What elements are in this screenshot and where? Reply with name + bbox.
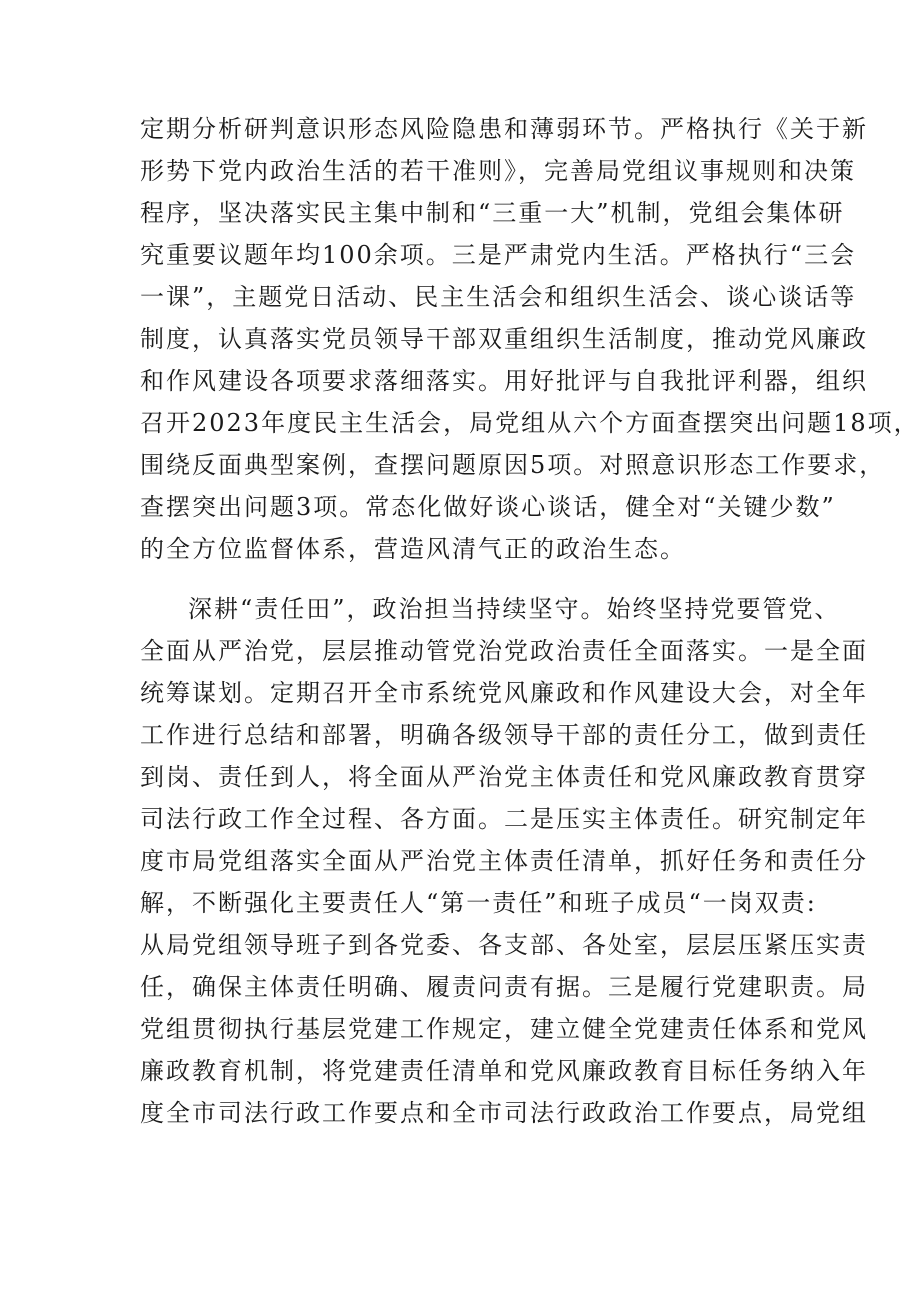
text-line: 究重要议题年均100余项。三是严肃党内生活。严格执行“三会 — [140, 241, 857, 269]
text-line: 定期分析研判意识形态风险隐患和薄弱环节。严格执行《关于新 — [140, 115, 868, 143]
text-line: 和作风建设各项要求落细落实。用好批评与自我批评利器，组织 — [140, 367, 868, 395]
text-line: 司法行政工作全过程、各方面。二是压实主体责任。研究制定年 — [140, 805, 868, 833]
text-line: 的全方位监督体系，营造风清气正的政治生态。 — [140, 535, 686, 563]
text-line: 解，不断强化主要责任人“第一责任”和班子成员“一岗双责: — [140, 889, 817, 917]
text-line: 召开2023年度民主生活会，局党组从六个方面查摆突出问题18项， — [140, 409, 920, 437]
text-line: 廉政教育机制，将党建责任清单和党风廉政教育目标任务纳入年 — [140, 1057, 868, 1085]
text-line: 形势下党内政治生活的若干准则》，完善局党组议事规则和决策 — [140, 157, 856, 185]
text-line: 制度，认真落实党员领导干部双重组织生活制度，推动党风廉政 — [140, 325, 868, 353]
text-line: 从局党组领导班子到各党委、各支部、各处室，层层压紧压实责 — [140, 931, 868, 959]
text-line: 一课”，主题党日活动、民主生活会和组织生活会、谈心谈话等 — [140, 283, 857, 311]
text-line: 到岗、责任到人，将全面从严治党主体责任和党风廉政教育贯穿 — [140, 763, 868, 791]
paragraph-1 — [140, 108, 920, 570]
text-line: 度市局党组落实全面从严治党主体责任清单，抓好任务和责任分 — [140, 847, 868, 875]
text-line: 度全市司法行政工作要点和全市司法行政政治工作要点，局党组 — [140, 1099, 868, 1127]
text-line: 统筹谋划。定期召开全市系统党风廉政和作风建设大会，对全年 — [140, 679, 868, 707]
text-line: 任，确保主体责任明确、履责问责有据。三是履行党建职责。局 — [140, 973, 868, 1001]
text-line: 工作进行总结和部署，明确各级领导干部的责任分工，做到责任 — [140, 721, 868, 749]
text-line: 程序，坚决落实民主集中制和“三重一大”机制，党组会集体研 — [140, 199, 845, 227]
text-line: 查摆突出问题3项。常态化做好谈心谈话，健全对“关键少数” — [140, 493, 836, 521]
text-line: 全面从严治党，层层推动管党治党政治责任全面落实。一是全面 — [140, 637, 868, 665]
paragraph-2 — [140, 588, 868, 1134]
text-line: 深耕“责任田”，政治担当持续坚守。始终坚持党要管党、 — [188, 595, 841, 623]
text-line: 围绕反面典型案例，查摆问题原因5项。对照意识形态工作要求， — [140, 451, 886, 479]
text-line: 党组贯彻执行基层党建工作规定，建立健全党建责任体系和党风 — [140, 1015, 868, 1043]
